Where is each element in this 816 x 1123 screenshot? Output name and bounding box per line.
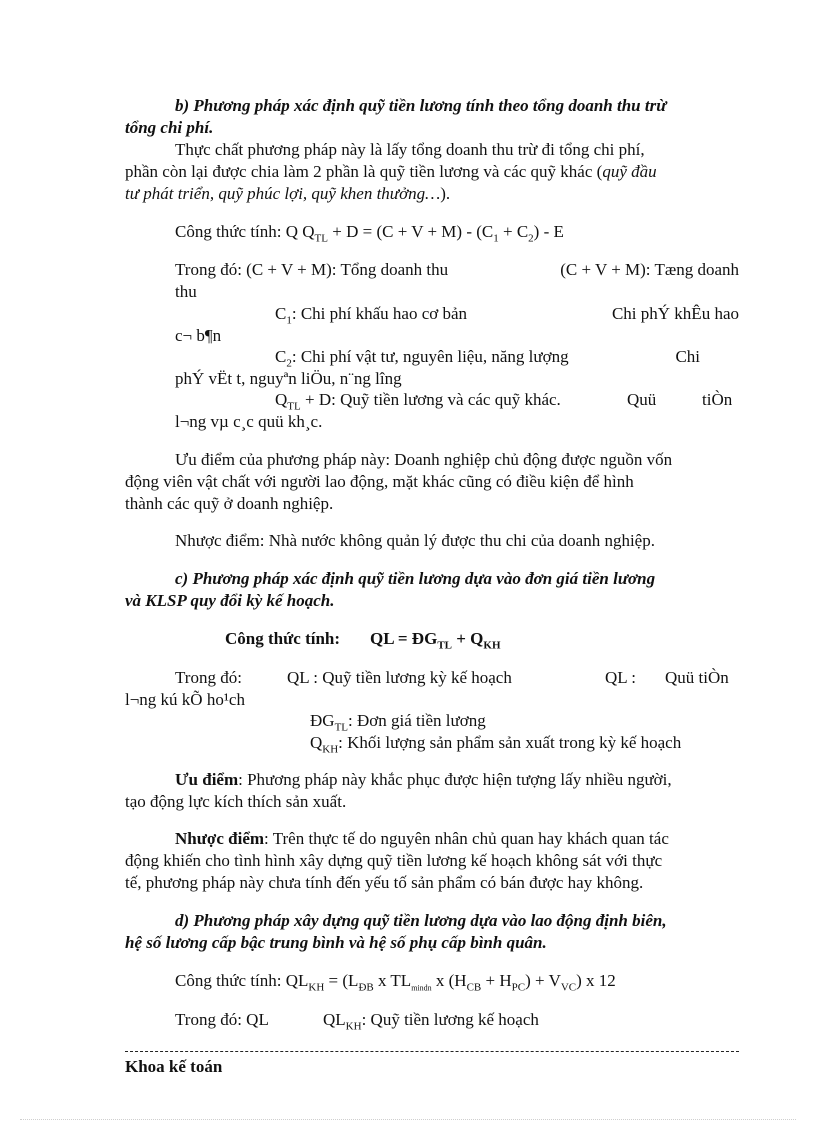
section-b-where-line-4-b2: tiÒn <box>702 390 733 409</box>
section-c-formula-label: Công thức tính: <box>225 629 341 648</box>
section-b-where-line-2: $C_1$: Chi phí khấu hao cơ bản Chi phÝ khÊu hao <box>275 304 739 327</box>
section-c-where-line-1-d: Quü tiÒn <box>665 668 729 687</box>
section-d-where-line: $QL_{KH}$: Quỹ tiền lương kế hoạch <box>323 1010 539 1033</box>
page-bottom-divider <box>20 1119 796 1120</box>
section-b-where-line-4-b1: Quü <box>627 390 657 409</box>
section-b-where-line-2-cont: c¬ b¶n <box>175 326 222 345</box>
section-c-advantage-line-2: tạo động lực kích thích sản xuất. <box>125 792 347 811</box>
section-b-where-line-4-cont: l¬ng vµ c¸c quü kh¸c. <box>175 412 323 431</box>
section-c-advantage-line-1: Ưu điểm: Phương pháp này khắc phục được hiện tượng lấy nhiều người, <box>175 770 672 789</box>
section-c-where-line-1-c: QL : <box>605 668 637 687</box>
section-c-disadvantage-line-3: tế, phương pháp này chưa tính đến yếu tố sản phẩm có bán được hay không. <box>125 873 644 892</box>
section-b-paragraph-line-3: tư phát triển, quỹ phúc lợi, quỹ khen thưởng…). <box>125 184 451 203</box>
section-b-heading-line-2: tổng chi phí. <box>125 118 214 137</box>
section-c-heading-line-2: và KLSP quy đổi kỳ kế hoạch. <box>125 591 335 610</box>
section-c-where-label: Trong đó: <box>175 668 242 687</box>
section-b-where-line-1-cont: thu <box>175 282 197 301</box>
section-b-advantage-line-3: thành các quỹ ở doanh nghiệp. <box>125 494 334 513</box>
section-b-paragraph-line-2: phần còn lại được chia làm 2 phần là quỹ tiền lương và các quỹ khác (quỹ đầu <box>125 162 657 181</box>
section-b-formula: Công thức tính: Q $Q_{TL} + D = (C + V + M) - (C_1 + C_2) - E$ <box>175 222 564 245</box>
section-c-where-line-3: $Q_{KH}$: Khối lượng sản phẩm sản xuất trong kỳ kế hoạch <box>310 733 682 756</box>
section-b-where-line-3-cont: phÝ vËt t, nguyªn liÖu, n¨ng lîng <box>175 369 402 388</box>
section-d-where-label: Trong đó: QL <box>175 1010 269 1029</box>
section-b-disadvantage: Nhược điểm: Nhà nước không quản lý được thu chi của doanh nghiệp. <box>175 531 655 550</box>
section-b-where-line-3: $C_2$: Chi phí vật tư, nguyên liệu, năng lượng Chi <box>275 347 700 370</box>
section-c-where-line-1: QL : Quỹ tiền lương kỳ kế hoạch <box>287 668 512 687</box>
section-c-where-line-1-cont: l¬ng kú kÕ ho¹ch <box>125 690 245 709</box>
section-c-where-line-2: $ĐG_{TL}$: Đơn giá tiền lương <box>310 711 486 734</box>
section-c-disadvantage-line-2: động khiến cho tình hình xây dựng quỹ tiền lương kế hoạch không sát với thực <box>125 851 663 870</box>
section-b-paragraph-line-1: Thực chất phương pháp này là lấy tổng doanh thu trừ đi tổng chi phí, <box>175 140 645 159</box>
section-b-advantage-line-2: động viên vật chất với người lao động, mặt khác cũng có điều kiện để hình <box>125 472 634 491</box>
section-b-where-line-4: $Q_{TL} + D$: Quỹ tiền lương và các quỹ khác. <box>275 390 561 413</box>
section-b-where-line-1: Trong đó: (C + V + M): Tổng doanh thu (C + V + M): Tæng doanh <box>175 260 739 279</box>
section-b-advantage-line-1: Ưu điểm của phương pháp này: Doanh nghiệp chủ động được nguồn vốn <box>175 450 673 469</box>
section-c-disadvantage-line-1: Nhược điểm: Trên thực tế do nguyên nhân chủ quan hay khách quan tác <box>175 829 669 848</box>
footer-department: Khoa kế toán <box>125 1057 223 1076</box>
section-d-heading-line-2: hệ số lương cấp bậc trung bình và hệ số phụ cấp bình quân. <box>125 933 547 952</box>
section-d-heading-line-1: d) Phương pháp xây dựng quỹ tiền lương dựa vào lao động định biên, <box>175 911 667 930</box>
section-b-heading-line-1: b) Phương pháp xác định quỹ tiền lương tính theo tổng doanh thu trừ <box>175 96 667 115</box>
section-c-heading-line-1: c) Phương pháp xác định quỹ tiền lương dựa vào đơn giá tiền lương <box>175 569 656 588</box>
section-d-formula: Công thức tính: $QL_{KH} = (L_{ĐB}$ x $TL_{mindn}$ x $(H_{CB} + H_{PC}) + V_{VC}$) x 12 <box>175 971 616 994</box>
footer-divider <box>125 1051 739 1052</box>
section-c-formula: QL = $ĐG_{TL} + Q_{KH}$ <box>370 629 501 652</box>
